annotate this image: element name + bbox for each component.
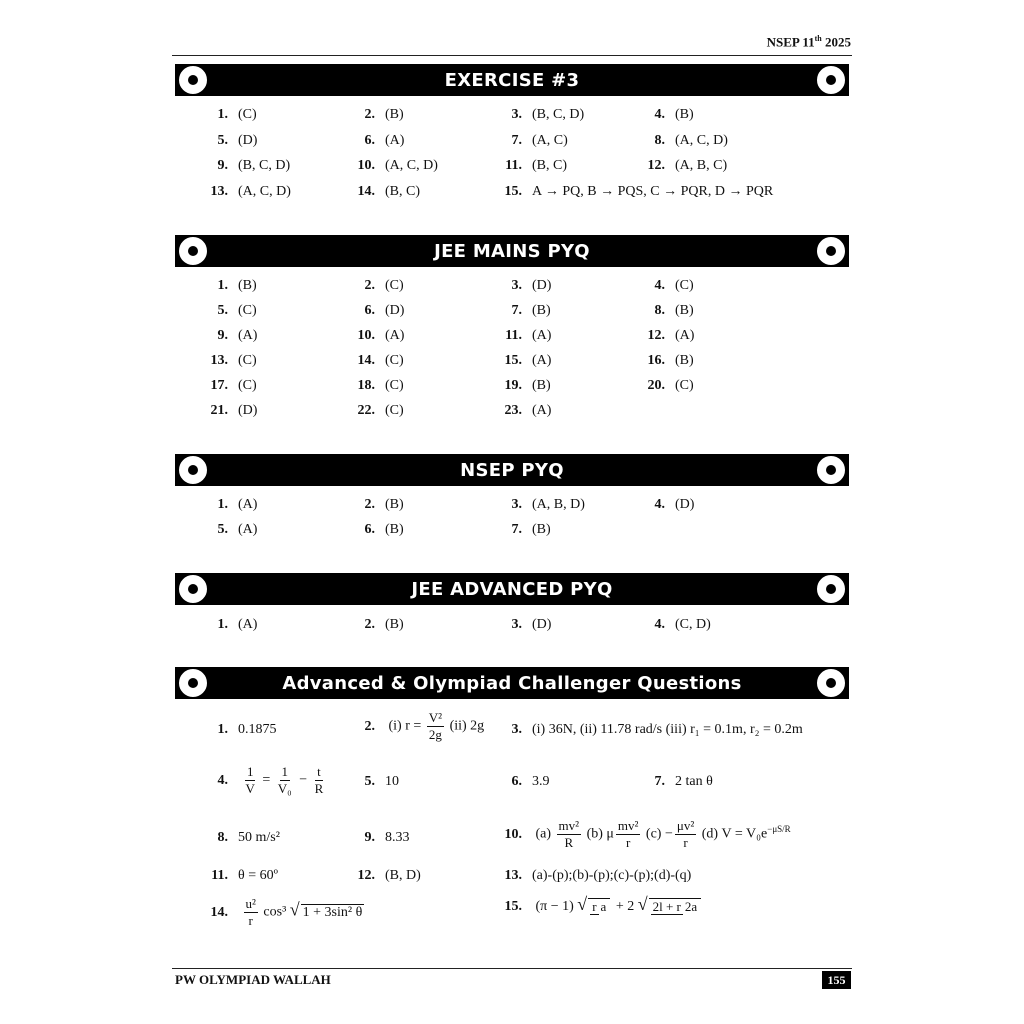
answer-item: 7. (A, C) bbox=[511, 132, 568, 148]
answer-item: 20. (C) bbox=[647, 378, 694, 393]
answer-item: 14. $\frac{\text{u²}}{r}$ cos³ √ 1 + 3sin² θ bbox=[210, 896, 363, 928]
answer-item: 15. (π − 1) √ r a + 2 √ 2l + r 2a bbox=[494, 894, 703, 915]
answer-item: 1. (A) bbox=[217, 617, 258, 632]
answer-item: 3. (i) 36N, (ii) 11.78 rad/s (iii) r₁ = 0.1m, r₂ = 0.2m bbox=[511, 722, 803, 737]
answer-item: 1. (B) bbox=[217, 278, 257, 293]
footer-rule bbox=[172, 968, 852, 969]
answer-item: 8. (A, C, D) bbox=[654, 132, 728, 148]
answer-item: 12. (A) bbox=[647, 328, 695, 343]
disc-icon bbox=[177, 64, 209, 96]
answer-item: 9. 8.33 bbox=[364, 830, 410, 845]
answer-item: 5. (D) bbox=[217, 132, 258, 148]
answer-item: 7. 2 tan θ bbox=[654, 774, 713, 789]
answer-item: 18. (C) bbox=[357, 378, 404, 393]
answer-item: 13. (a)-(p);(b)-(p);(c)-(p);(d)-(q) bbox=[504, 868, 692, 883]
disc-icon bbox=[815, 667, 847, 699]
section-banner-jee-mains bbox=[175, 235, 849, 267]
answer-item: 11. (B, C) bbox=[505, 158, 567, 173]
answer-item: 10. (a) $\frac{\text{mv²}}{R}$ (b) μ $\frac{\text{mv²}}{r}$ (c) − $\frac{\text{μv²}}{r}$ (d) $V = V_0e^{-\mu S/R}$ bbox=[504, 818, 791, 850]
answer-item: 2. (B) bbox=[364, 617, 404, 632]
answer-item: 6. 3.9 bbox=[511, 774, 550, 789]
answer-item: 6. (A) bbox=[364, 132, 405, 148]
answer-item: 11. (A) bbox=[505, 328, 552, 343]
answer-item: 16. (B) bbox=[647, 353, 694, 368]
answer-item: 23. (A) bbox=[504, 403, 552, 418]
answer-item: 17. (C) bbox=[210, 378, 257, 393]
answer-item: 4. (C) bbox=[654, 278, 694, 293]
section-title: NSEP PYQ bbox=[460, 459, 564, 481]
section-title: EXERCISE #3 bbox=[444, 69, 580, 91]
answer-item: 5. (A) bbox=[217, 522, 258, 537]
header-rule bbox=[172, 55, 852, 56]
disc-icon bbox=[177, 667, 209, 699]
section-title: JEE ADVANCED PYQ bbox=[411, 578, 613, 600]
answer-item: 3. (B, C, D) bbox=[511, 107, 585, 122]
answer-item: 12. (B, D) bbox=[357, 868, 421, 883]
page-number: 155 bbox=[822, 971, 851, 989]
answer-item: 22. (C) bbox=[357, 403, 404, 418]
answer-item: 8. (B) bbox=[654, 303, 694, 318]
answer-item: 15. (A) bbox=[504, 353, 552, 368]
answer-item: 5. (C) bbox=[217, 303, 257, 318]
answer-item: 8. 50 m/s² bbox=[217, 830, 280, 845]
answer-item: 1. 0.1875 bbox=[217, 722, 277, 737]
answer-item: 13. (A, C, D) bbox=[210, 183, 291, 199]
disc-icon bbox=[177, 573, 209, 605]
section-title: Advanced & Olympiad Challenger Questions bbox=[282, 672, 742, 694]
answer-item: 19. (B) bbox=[504, 378, 551, 393]
answer-item: 3. (D) bbox=[511, 278, 552, 293]
disc-icon bbox=[815, 64, 847, 96]
section-title: JEE MAINS PYQ bbox=[434, 240, 590, 262]
answer-item: 4. $\frac{1}{V}$ = $\frac{1}{\text{V₀}}$ − $\frac{t}{R}$ bbox=[217, 764, 324, 796]
section-banner-nsep bbox=[175, 454, 849, 486]
answer-item: 14. (B, C) bbox=[357, 183, 420, 199]
answer-item: 14. (C) bbox=[357, 353, 404, 368]
answer-item: 2. (B) bbox=[364, 107, 404, 122]
footer-publisher: PW OLYMPIAD WALLAH bbox=[175, 972, 331, 987]
answer-item: 12. (A, B, C) bbox=[647, 158, 728, 173]
answer-item: 7. (B) bbox=[511, 522, 551, 537]
disc-icon bbox=[815, 235, 847, 267]
answer-item: 3. (A, B, D) bbox=[511, 497, 585, 512]
disc-icon bbox=[815, 573, 847, 605]
answer-item: 6. (D) bbox=[364, 303, 405, 318]
answer-item: 3. (D) bbox=[511, 617, 552, 632]
answer-item: 21. (D) bbox=[210, 403, 258, 418]
answer-item: 4. (C, D) bbox=[654, 617, 711, 632]
answer-item: 9. (A) bbox=[217, 328, 258, 343]
answer-item: 2. (B) bbox=[364, 497, 404, 512]
answer-item: 4. (D) bbox=[654, 497, 695, 512]
running-header: NSEP 11th 2025 bbox=[766, 34, 851, 50]
answer-item: 1. (C) bbox=[217, 107, 257, 122]
answer-item: 13. (C) bbox=[210, 353, 257, 368]
section-banner-jee-advanced bbox=[175, 573, 849, 605]
disc-icon bbox=[177, 235, 209, 267]
disc-icon bbox=[815, 454, 847, 486]
answer-item: 9. (B, C, D) bbox=[217, 158, 291, 173]
answer-item: 11. θ = 60º bbox=[211, 868, 278, 883]
disc-icon bbox=[177, 454, 209, 486]
answer-item: 6. (B) bbox=[364, 522, 404, 537]
answer-item: 15. A → PQ, B → PQS, C → PQR, D → PQR bbox=[504, 183, 774, 199]
answer-item: 2. (i) r = $\frac{\text{V²}}{2g}$ (ii) 2g bbox=[364, 710, 485, 742]
answer-item: 5. 10 bbox=[364, 774, 399, 789]
answer-item: 7. (B) bbox=[511, 303, 551, 318]
answer-item: 4. (B) bbox=[654, 107, 694, 122]
answer-item: 2. (C) bbox=[364, 278, 404, 293]
answer-item: 10. (A, C, D) bbox=[357, 158, 438, 173]
section-banner-exercise3 bbox=[175, 64, 849, 96]
answer-item: 10. (A) bbox=[357, 328, 405, 343]
section-banner-olympiad bbox=[175, 667, 849, 699]
answer-item: 1. (A) bbox=[217, 497, 258, 512]
